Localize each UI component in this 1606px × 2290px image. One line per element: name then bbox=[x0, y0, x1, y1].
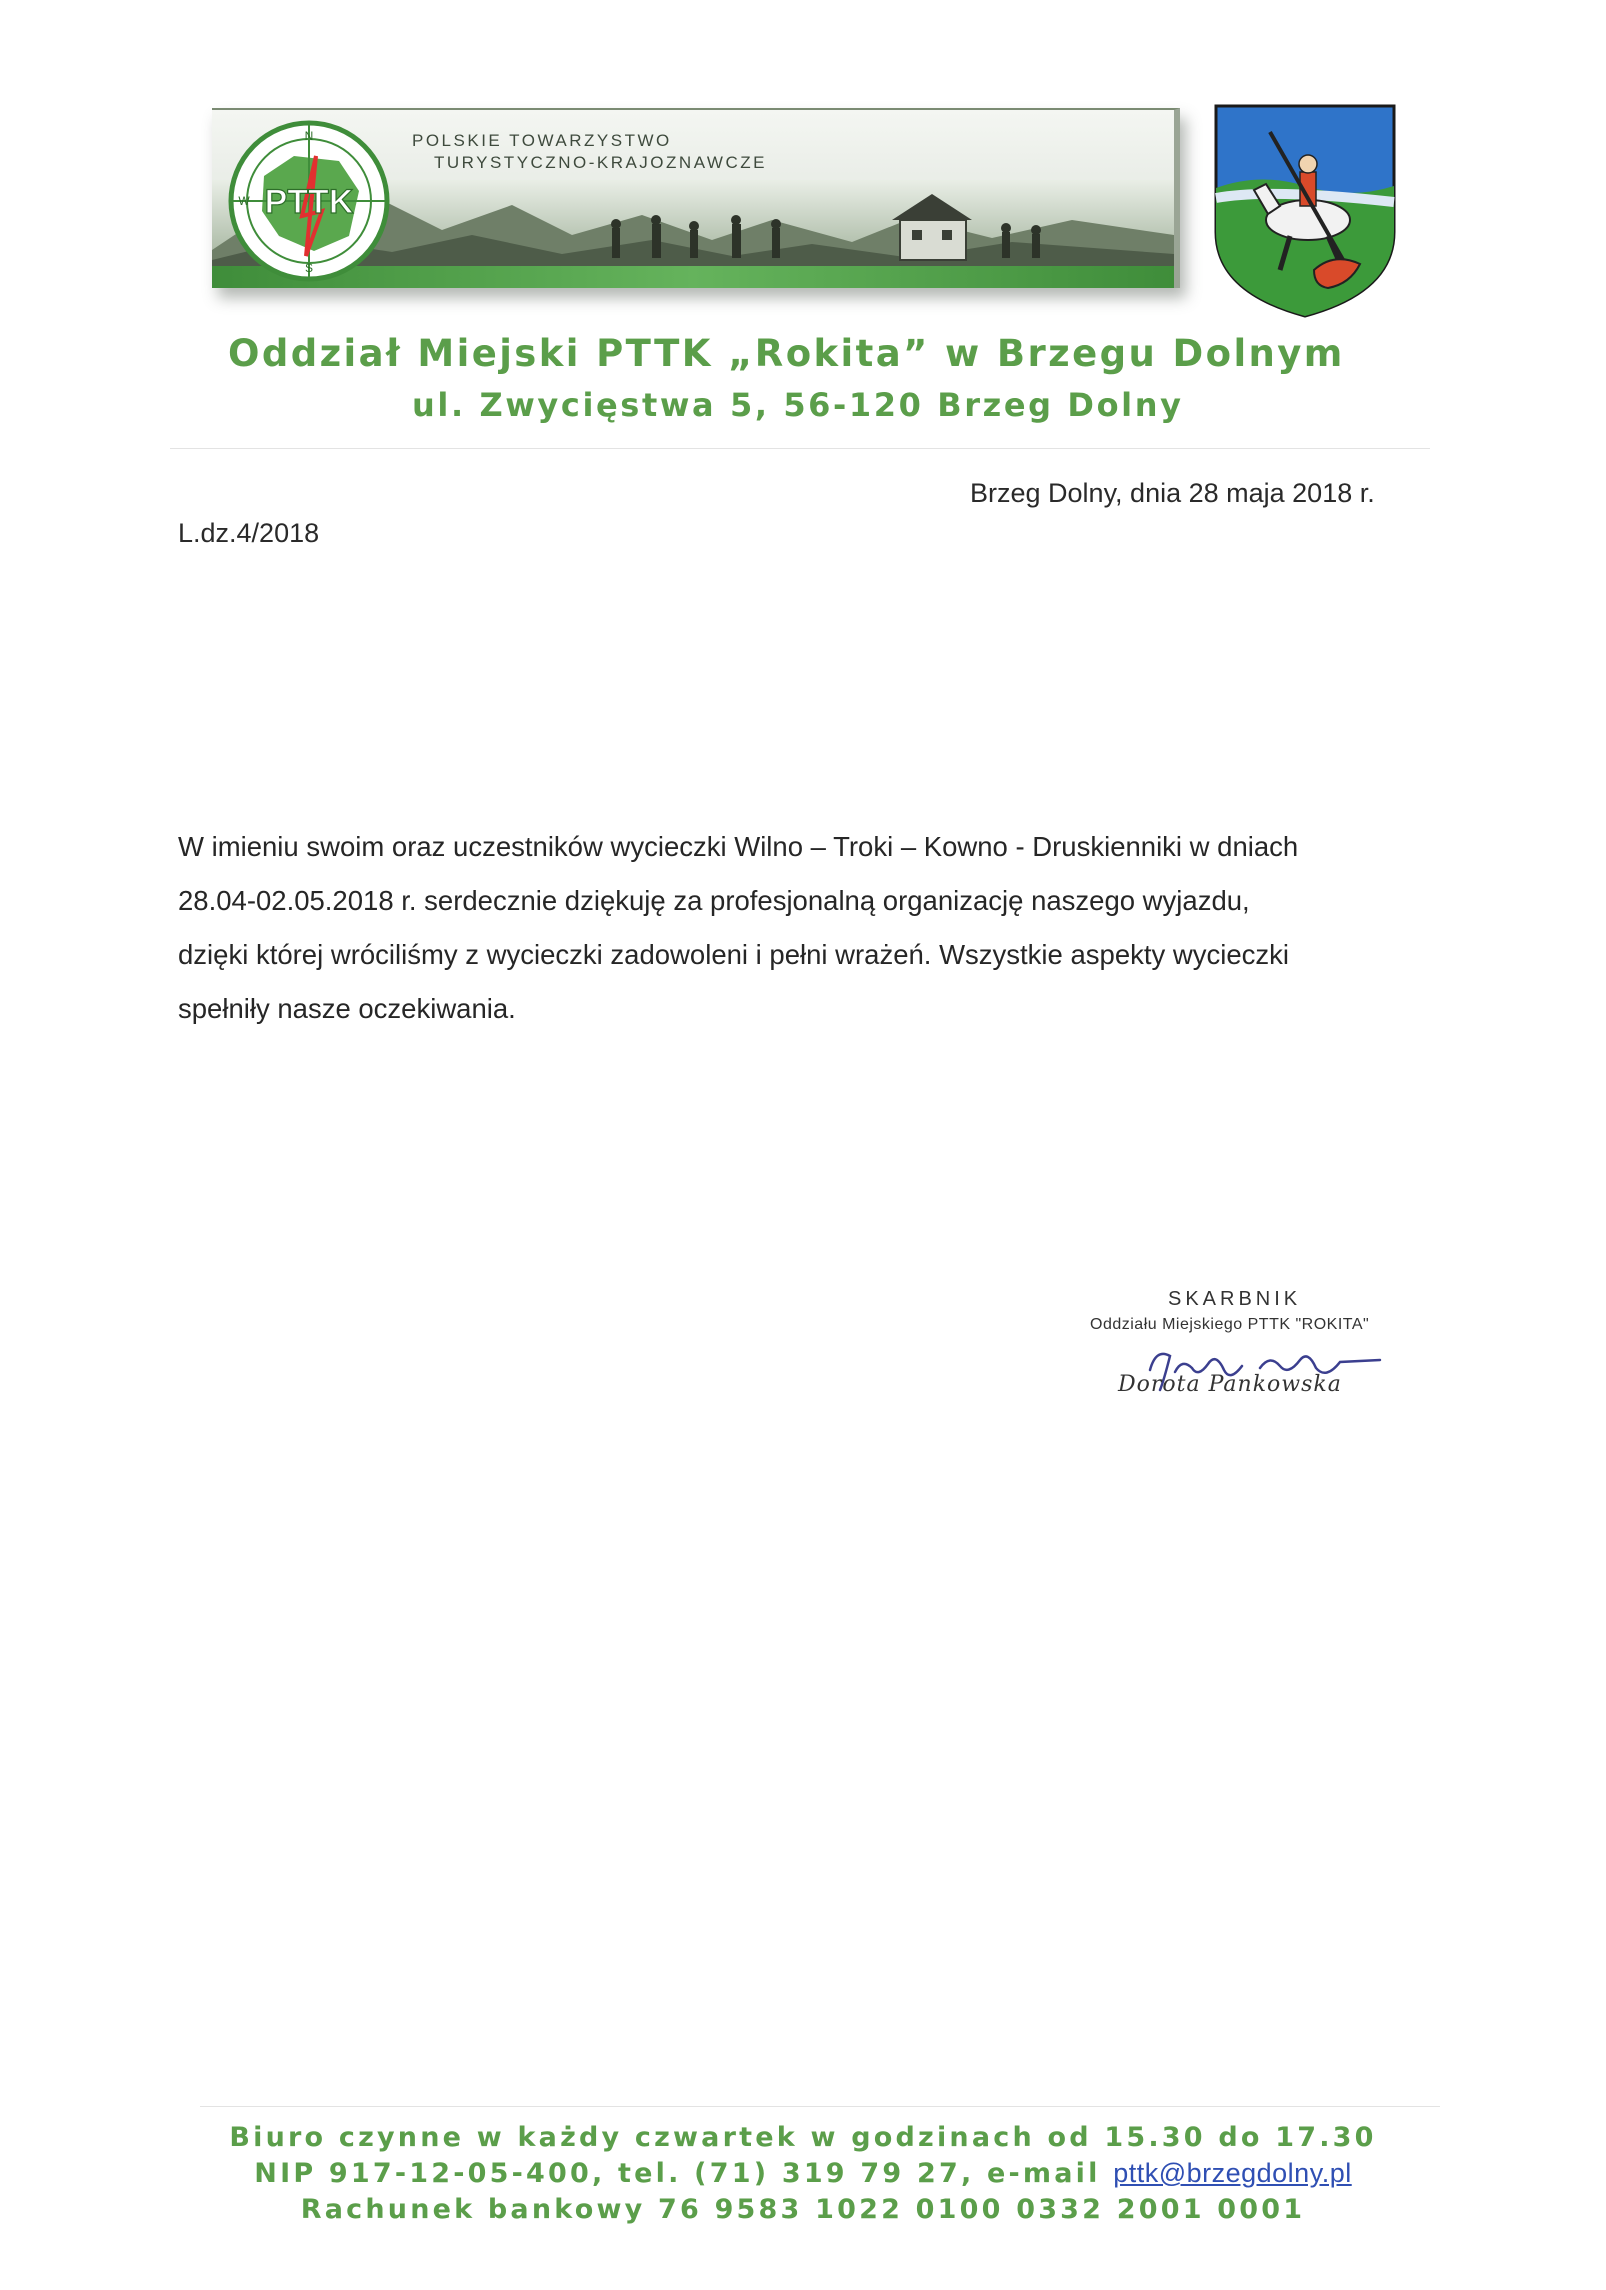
letter-date: Brzeg Dolny, dnia 28 maja 2018 r. bbox=[970, 478, 1375, 508]
bank-account: Rachunek bankowy 76 9583 1022 0100 0332 2001 0001 bbox=[300, 2194, 1306, 2225]
signatory-name: Dorota Pankowska bbox=[1118, 1372, 1342, 1397]
society-name-line1: POLSKIE TOWARZYSTWO bbox=[412, 131, 672, 150]
email-link[interactable]: pttk@brzegdolny.pl bbox=[1113, 2158, 1352, 2188]
pttk-compass-logo bbox=[224, 116, 394, 286]
office-hours: Biuro czynne w każdy czwartek w godzinach od 15.30 do 17.30 bbox=[229, 2122, 1377, 2153]
reference-number: L.dz.4/2018 bbox=[178, 518, 320, 548]
compass-n-label: N bbox=[304, 129, 314, 143]
compass-s-label: S bbox=[304, 261, 314, 275]
body-line: spełniły nasze oczekiwania. bbox=[178, 993, 516, 1024]
body-line: 28.04-02.05.2018 r. serdecznie dziękuję za profesjonalną organizację naszego wyjazdu, bbox=[178, 885, 1250, 916]
organization-address: ul. Zwycięstwa 5, 56-120 Brzeg Dolny bbox=[412, 386, 1184, 424]
pttk-logo-text: PTTK bbox=[264, 183, 354, 221]
compass-w-label: W bbox=[238, 194, 250, 208]
signature-organization: Oddziału Miejskiego PTTK "ROKITA" bbox=[1090, 1316, 1370, 1333]
letter-body bbox=[178, 820, 1448, 1036]
society-name bbox=[412, 130, 767, 174]
coat-of-arms-icon bbox=[1210, 102, 1400, 320]
contact-details: NIP 917-12-05-400, tel. (71) 319 79 27, e-mail bbox=[254, 2158, 1114, 2189]
organization-name: Oddział Miejski PTTK „Rokita” w Brzegu Dolnym bbox=[228, 332, 1345, 375]
society-name-line2: TURYSTYCZNO-KRAJOZNAWCZE bbox=[434, 153, 767, 172]
body-line: W imieniu swoim oraz uczestników wycieczki Wilno – Troki – Kowno - Druskienniki w dniach bbox=[178, 831, 1299, 862]
contact-line bbox=[0, 2158, 1606, 2189]
pttk-banner bbox=[212, 108, 1180, 288]
footer-divider bbox=[200, 2106, 1440, 2107]
header-divider bbox=[170, 448, 1430, 449]
signature-title: SKARBNIK bbox=[1168, 1288, 1302, 1310]
body-line: dzięki której wróciliśmy z wycieczki zadowoleni i pełni wrażeń. Wszystkie aspekty wycieczki bbox=[178, 939, 1290, 970]
